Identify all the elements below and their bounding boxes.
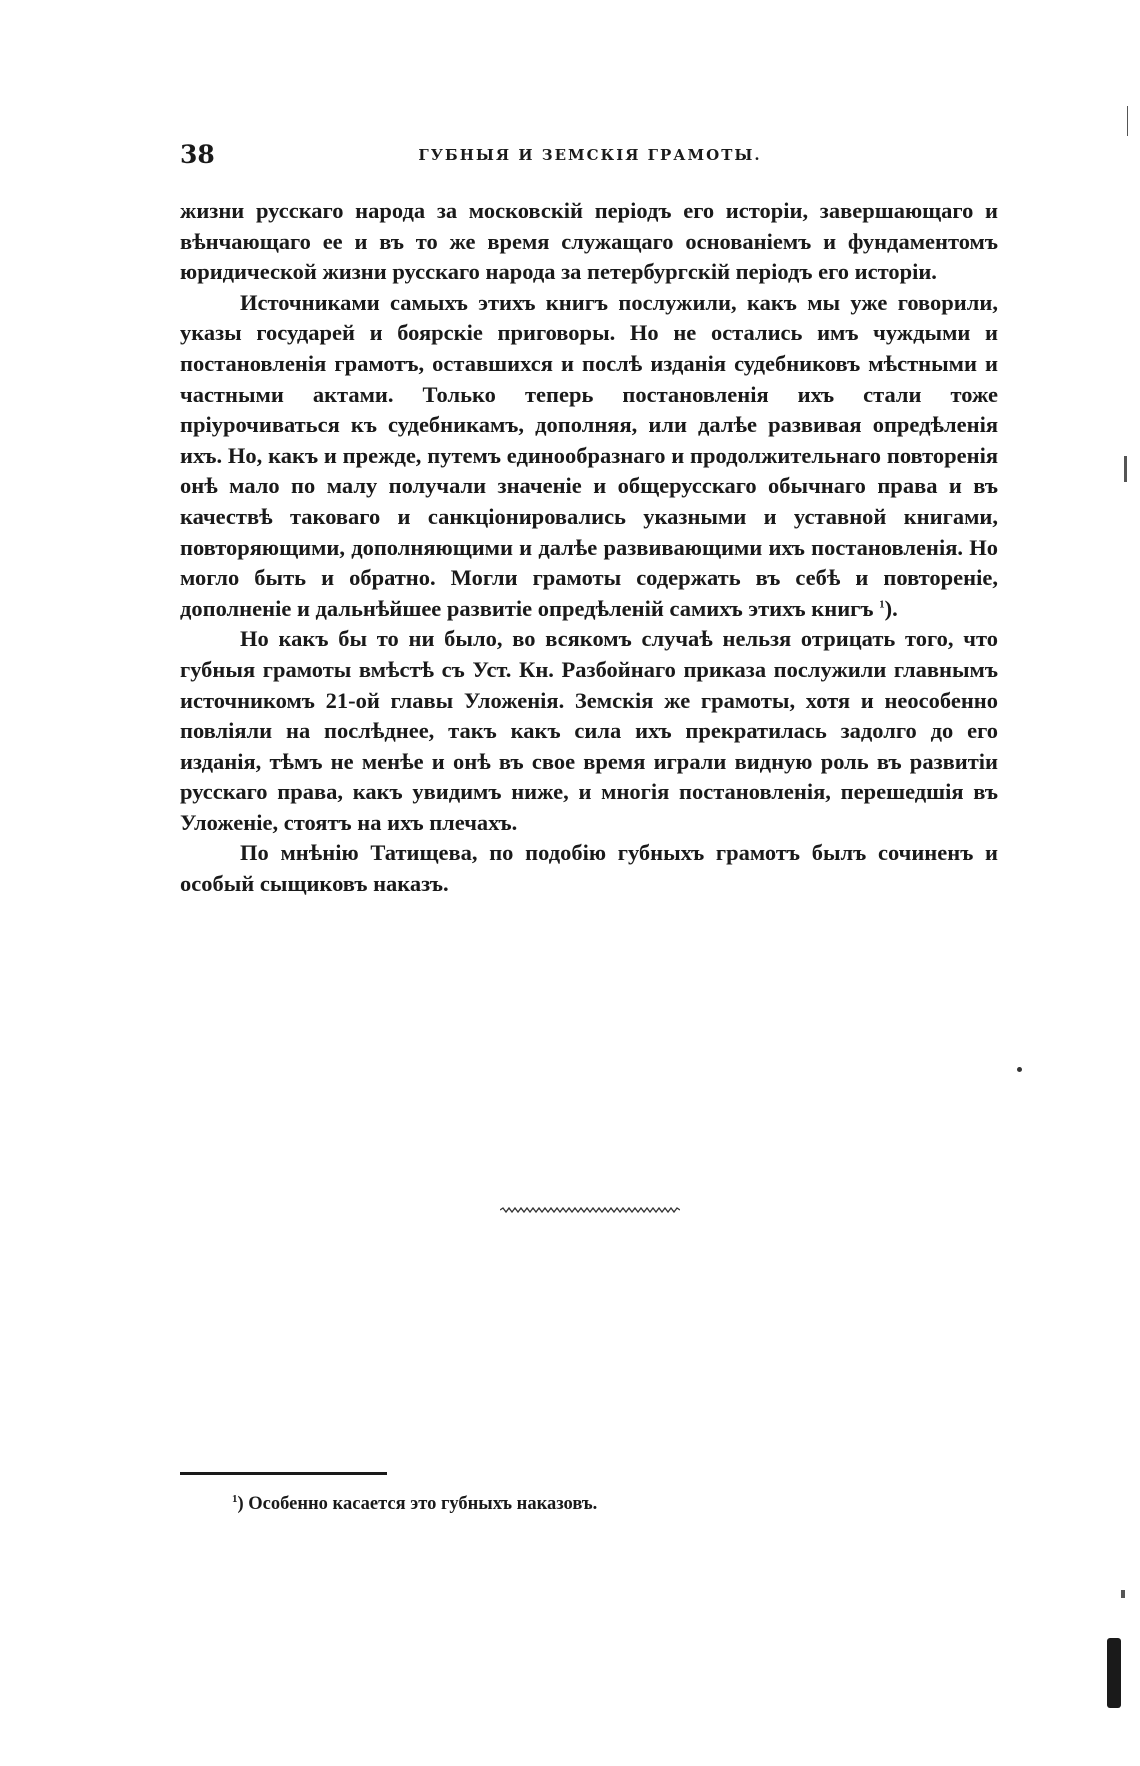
footnote-marker-paren: ) bbox=[237, 1494, 244, 1514]
footnote bbox=[232, 1492, 597, 1516]
running-head-title: ГУБНЫЯ И ЗЕМСКІЯ ГРАМОТЫ. bbox=[418, 146, 762, 164]
paragraph-2-text: Источниками самыхъ этихъ книгъ послужили, какъ мы уже говорили, указы государей и боярскіе приговоры. Но не остались имъ чуждыми и постановленія грамотъ, оставшихся и послѣ изданія судебниковъ мѣстными и частными актами. Только теперь постановленія ихъ стали тоже пріурочиваться къ судебникамъ, дополняя, или далѣе развивая опредѣленія ихъ. Но, какъ и прежде, путемъ единообразнаго и продолжительнаго повторенія онѣ мало по малу получали значеніе и общерусскаго обычнаго права и въ качествѣ таковаго и санкціонировались указными и уставной книгами, повторяющими, дополняющими и далѣе развивающими ихъ постановленія. Но могло быть и обратно. Могли грамоты содержать въ себѣ и повтореніе, дополненіе и дальнѣйшее развитіе опредѣленій самихъ этихъ книгъ bbox=[180, 289, 998, 621]
footnote-text: Особенно касается это губныхъ наказовъ. bbox=[248, 1494, 598, 1514]
body-text bbox=[180, 196, 998, 900]
scan-blot bbox=[1107, 1638, 1121, 1708]
footnote-reference: 1 bbox=[879, 598, 885, 611]
footnote-reference-tail: ). bbox=[884, 595, 898, 621]
paragraph-2 bbox=[180, 288, 998, 625]
scan-speck bbox=[1017, 1067, 1022, 1072]
paragraph-1: жизни русскаго народа за московскій періодъ его исторіи, завершающаго и вѣнчающаго ее и въ то же время служащаго основаніемъ и фундаментомъ юридической жизни русскаго народа за петербургскій періодъ его исторіи. bbox=[180, 198, 998, 285]
paragraph-3: Но какъ бы то ни было, во всякомъ случаѣ нельзя отрицать того, что губныя грамоты вмѣстѣ съ Уст. Кн. Разбойнаго приказа послужили главнымъ источникомъ 21-ой главы Уложенія. Земскія же грамоты, хотя и неособенно повліяли на послѣднее, такъ какъ сила ихъ прекратилась задолго до его изданія, тѣмъ не менѣе и онѣ въ свое время играли видную роль въ развитіи русскаго права, какъ увидимъ ниже, и многія постановленія, перешедшія въ Уложеніе, стоятъ на ихъ плечахъ. bbox=[180, 626, 998, 835]
footnote-marker: 1 bbox=[232, 1492, 238, 1505]
ornamental-divider bbox=[500, 1206, 680, 1214]
paragraph-4: По мнѣнію Татищева, по подобію губныхъ грамотъ былъ сочиненъ и особый сыщиковъ наказъ. bbox=[180, 840, 998, 897]
footnote-rule bbox=[180, 1472, 387, 1475]
scan-edge-mark-2 bbox=[1124, 456, 1127, 482]
scan-edge-mark-1 bbox=[1127, 106, 1128, 136]
running-head bbox=[180, 140, 1000, 176]
page-number: 38 bbox=[180, 140, 215, 169]
scan-edge-mark-3 bbox=[1121, 1590, 1125, 1598]
